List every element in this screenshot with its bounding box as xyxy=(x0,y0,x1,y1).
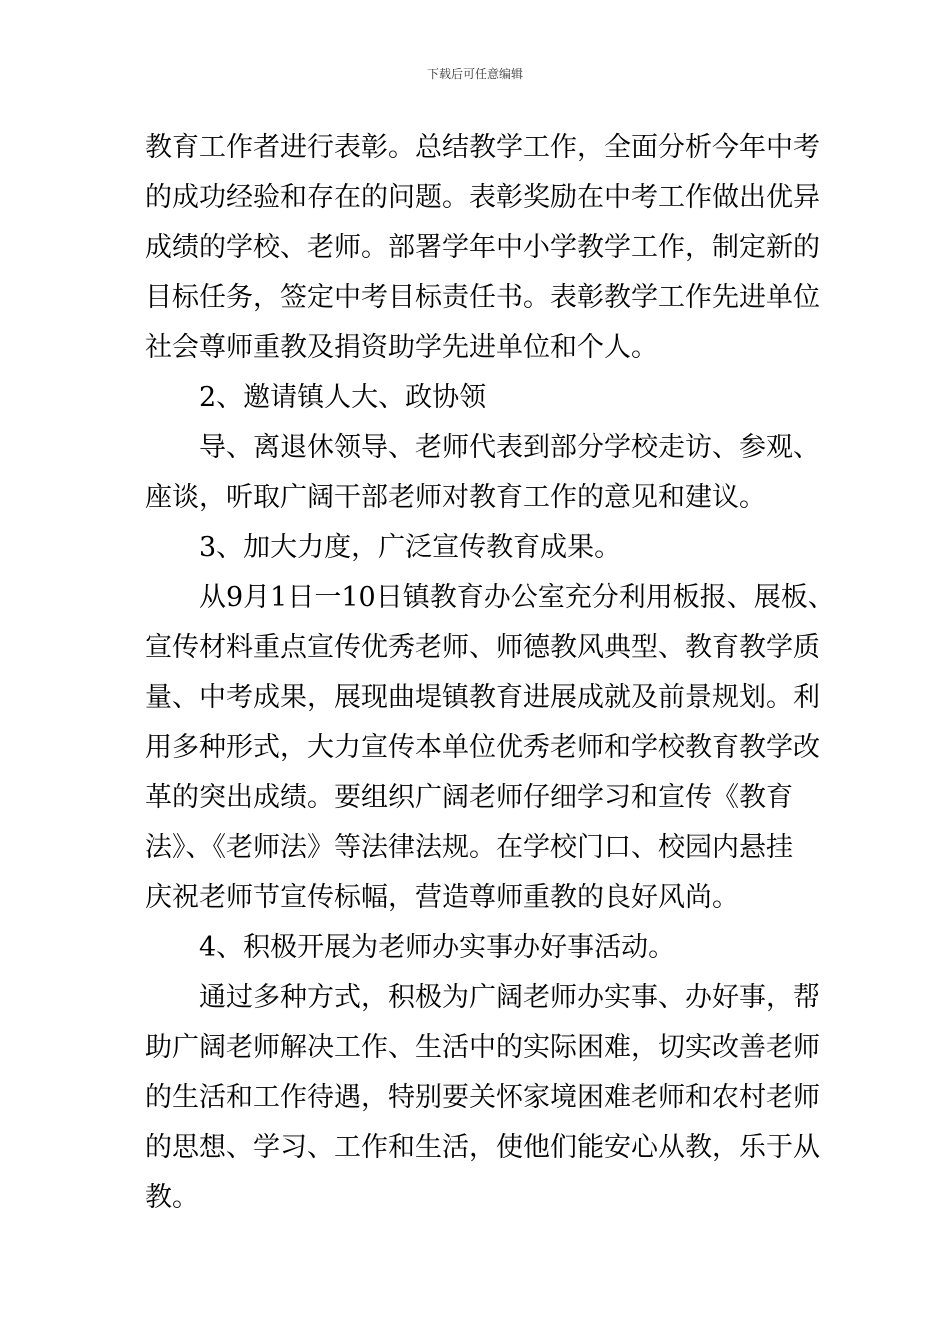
text-line: 成绩的学校、老师。部署学年中小学教学工作，制定新的 xyxy=(145,232,820,263)
text-line: 法》、《老师法》等法律法规。在学校门口、校园内悬挂 xyxy=(145,832,793,863)
text-line: 用多种形式，大力宣传本单位优秀老师和学校教育教学改 xyxy=(145,732,820,763)
text-line: 导、离退休领导、老师代表到部分学校走访、参观、 xyxy=(199,432,820,463)
text-line: 革的突出成绩。要组织广阔老师仔细学习和宣传《教育 xyxy=(145,782,793,813)
section-heading: 3、加大力度，广泛宣传教育成果。 xyxy=(199,532,622,563)
header-note: 下载后可任意编辑 xyxy=(426,67,523,81)
text-line: 的成功经验和存在的问题。表彰奖励在中考工作做出优异 xyxy=(145,182,820,213)
section-heading: 4、积极开展为老师办实事办好事活动。 xyxy=(199,932,676,963)
text-line: 教育工作者进行表彰。总结教学工作，全面分析今年中考 xyxy=(145,132,820,163)
text-line: 目标任务，签定中考目标责任书。表彰教学工作先进单位 xyxy=(145,282,820,313)
text-line: 助广阔老师解决工作、生活中的实际困难，切实改善老师 xyxy=(145,1032,820,1063)
text-line: 座谈，听取广阔干部老师对教育工作的意见和建议。 xyxy=(145,482,766,513)
text-line: 庆祝老师节宣传标幅，营造尊师重教的良好风尚。 xyxy=(145,882,739,913)
text-line: 的生活和工作待遇，特别要关怀家境困难老师和农村老师 xyxy=(145,1082,820,1113)
text-line: 通过多种方式，积极为广阔老师办实事、办好事，帮 xyxy=(199,982,820,1013)
section-heading: 2、邀请镇人大、政协领 xyxy=(199,382,487,413)
text-line: 从9月1日一10日镇教育办公室充分利用板报、展板、 xyxy=(199,582,835,613)
text-line: 社会尊师重教及捐资助学先进单位和个人。 xyxy=(145,332,658,363)
text-line: 宣传材料重点宣传优秀老师、师德教风典型、教育教学质 xyxy=(145,632,820,663)
text-line: 量、中考成果，展现曲堤镇教育进展成就及前景规划。利 xyxy=(145,682,820,713)
text-line: 的思想、学习、工作和生活，使他们能安心从教，乐于从 xyxy=(145,1132,820,1163)
text-line: 教。 xyxy=(145,1182,199,1213)
